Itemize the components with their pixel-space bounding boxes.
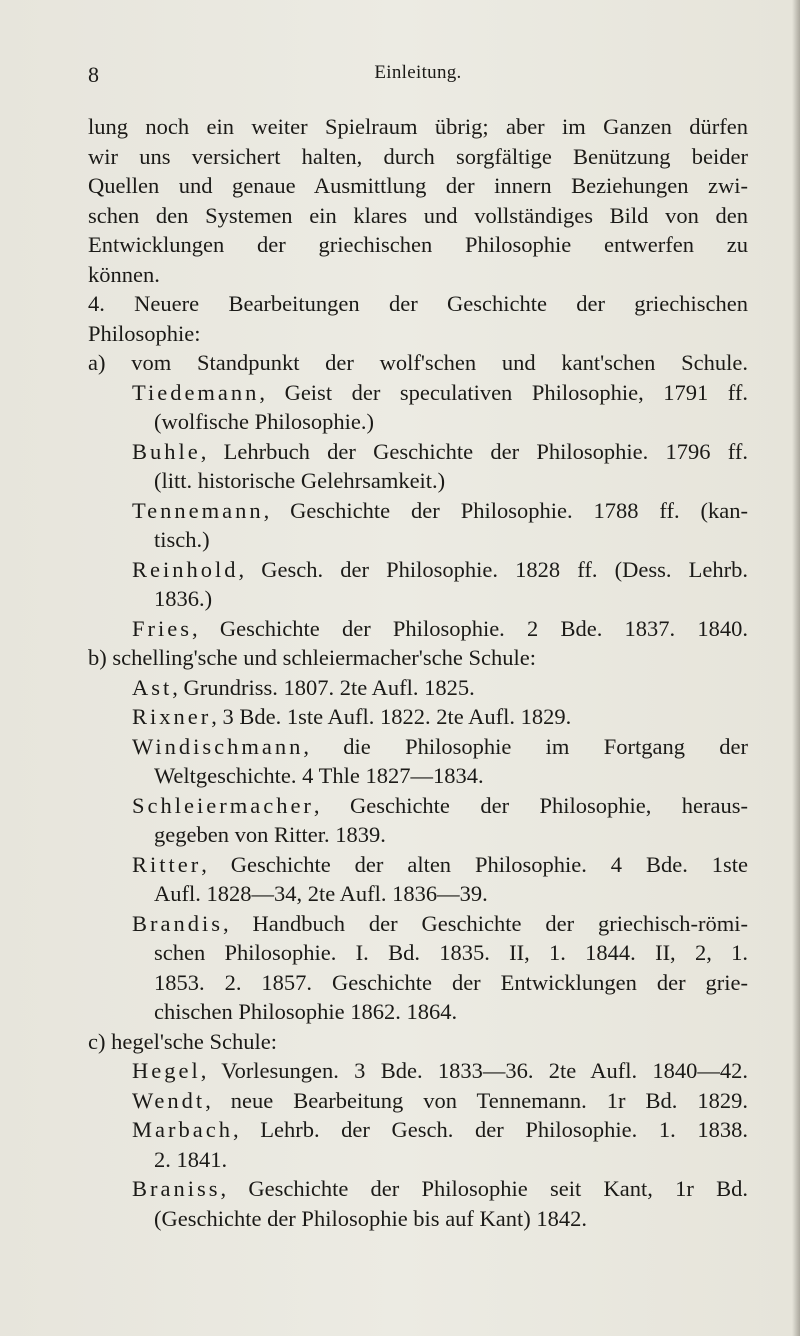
line-text: 2. 1841. (154, 1146, 228, 1172)
bibliography-entry-line (88, 496, 748, 526)
line-text: können. (88, 261, 160, 287)
text-line (88, 230, 748, 260)
bibliography-entry-line (88, 702, 748, 732)
author-name: Reinhold (132, 556, 239, 582)
text-line (88, 1027, 748, 1057)
body-text (88, 112, 748, 1233)
text-line (88, 1145, 748, 1175)
line-text: 1836.) (154, 586, 213, 611)
bibliography-entry-line (88, 850, 748, 880)
bibliography-entry-line (88, 732, 748, 762)
entry-text: , Geschichte der alten Philosophie. 4 Bde. 1ste (201, 851, 748, 877)
text-line (88, 112, 748, 142)
author-name: Braniss (132, 1176, 221, 1201)
entry-text: , Lehrbuch der Geschichte der Philosophie. 1796 ff. (200, 438, 748, 464)
text-line (88, 643, 748, 673)
entry-text: , Grundriss. 1807. 2te Aufl. 1825. (172, 674, 475, 700)
line-text: b) schelling'sche und schleiermacher'sche Schule: (88, 645, 536, 670)
text-line (88, 348, 748, 378)
entry-text: , Gesch. der Philosophie. 1828 ff. (Dess. Lehrb. (238, 556, 748, 582)
bibliography-entry-line (88, 909, 748, 939)
entry-text: , Geist der speculativen Philosophie, 1791 ff. (259, 379, 748, 405)
page-number: 8 (88, 62, 99, 87)
entry-text: , die Philosophie im Fortgang der (303, 733, 748, 759)
text-line (88, 968, 748, 998)
text-line (88, 997, 748, 1027)
line-text: Entwicklungen der griechischen Philosophie entwerfen zu (88, 232, 748, 257)
author-name: Windischmann (132, 733, 304, 759)
author-name: Buhle (132, 438, 201, 464)
line-text: tisch.) (154, 527, 210, 552)
bibliography-entry-line (88, 791, 748, 821)
text-line (88, 525, 748, 555)
entry-text: , Lehrb. der Gesch. der Philosophie. 1. 1838. (232, 1117, 748, 1142)
line-text: (litt. historische Gelehrsamkeit.) (154, 468, 446, 493)
line-text: Philosophie: (88, 320, 201, 346)
text-line (88, 171, 748, 201)
bibliography-entry-line (88, 1115, 748, 1145)
text-line (88, 142, 748, 172)
page-edge-shadow (792, 0, 800, 1336)
author-name: Tiedemann (132, 379, 260, 405)
entry-text: , Geschichte der Philosophie. 2 Bde. 1837. 1840. (192, 615, 748, 641)
author-name: Schleiermacher (132, 792, 314, 818)
page-header (88, 62, 748, 90)
author-name: Wendt (132, 1087, 206, 1113)
line-text: chischen Philosophie 1862. 1864. (154, 999, 458, 1024)
line-text: (Geschichte der Philosophie bis auf Kant) 1842. (154, 1205, 588, 1231)
line-text: schen Philosophie. I. Bd. 1835. II, 1. 1844. II, 2, 1. (154, 940, 748, 965)
text-line (88, 761, 748, 791)
author-name: Tennemann (132, 497, 264, 523)
text-line (88, 289, 748, 319)
author-name: Brandis (132, 910, 223, 936)
line-text: (wolfische Philosophie.) (154, 409, 374, 434)
line-text: 4. Neuere Bearbeitungen der Geschichte der griechischen (88, 291, 748, 316)
text-line (88, 879, 748, 909)
author-name: Ritter (132, 851, 202, 877)
bibliography-entry-line (88, 378, 748, 408)
line-text: c) hegel'sche Schule: (88, 1028, 277, 1054)
author-name: Fries (132, 615, 192, 641)
line-text: a) vom Standpunkt der wolf'schen und kant'schen Schule. (88, 350, 748, 375)
text-line (88, 260, 748, 290)
bibliography-entry-line (88, 1086, 748, 1116)
entry-text: , Geschichte der Philosophie. 1788 ff. (kan- (263, 497, 748, 523)
bibliography-entry-line (88, 614, 748, 644)
line-text: lung noch ein weiter Spielraum übrig; aber im Ganzen dürfen (88, 114, 748, 139)
entry-text: , 3 Bde. 1ste Aufl. 1822. 2te Aufl. 1829. (211, 704, 572, 729)
bibliography-entry-line (88, 673, 748, 703)
text-line (88, 407, 748, 437)
entry-text: , Geschichte der Philosophie seit Kant, 1r Bd. (220, 1176, 748, 1201)
bibliography-entry-line (88, 437, 748, 467)
line-text: 1853. 2. 1857. Geschichte der Entwicklungen der grie- (154, 969, 748, 995)
entry-text: , neue Bearbeitung von Tennemann. 1r Bd. 1829. (205, 1087, 748, 1113)
line-text: wir uns versichert halten, durch sorgfältige Benützung beider (88, 143, 748, 169)
author-name: Hegel (132, 1058, 201, 1083)
author-name: Rixner (132, 704, 212, 729)
entry-text: , Vorlesungen. 3 Bde. 1833—36. 2te Aufl. 1840—42. (200, 1058, 748, 1083)
author-name: Marbach (132, 1117, 233, 1142)
text-line (88, 201, 748, 231)
bibliography-entry-line (88, 555, 748, 585)
text-line (88, 820, 748, 850)
line-text: Weltgeschichte. 4 Thle 1827—1834. (154, 763, 484, 788)
line-text: schen den Systemen ein klares und vollständiges Bild von den (88, 202, 748, 228)
line-text: gegeben von Ritter. 1839. (154, 822, 386, 847)
text-line (88, 1204, 748, 1234)
text-line (88, 466, 748, 496)
bibliography-entry-line (88, 1174, 748, 1204)
bibliography-entry-line (88, 1056, 748, 1086)
line-text: Aufl. 1828—34, 2te Aufl. 1836—39. (154, 881, 488, 906)
text-line (88, 319, 748, 349)
entry-text: , Geschichte der Philosophie, heraus- (313, 792, 748, 818)
text-line (88, 938, 748, 968)
text-line (88, 584, 748, 614)
running-title: Einleitung. (374, 62, 462, 83)
entry-text: , Handbuch der Geschichte der griechisch-römi- (223, 910, 748, 936)
author-name: Ast (132, 674, 173, 700)
line-text: Quellen und genaue Ausmittlung der innern Beziehungen zwi- (88, 173, 748, 198)
